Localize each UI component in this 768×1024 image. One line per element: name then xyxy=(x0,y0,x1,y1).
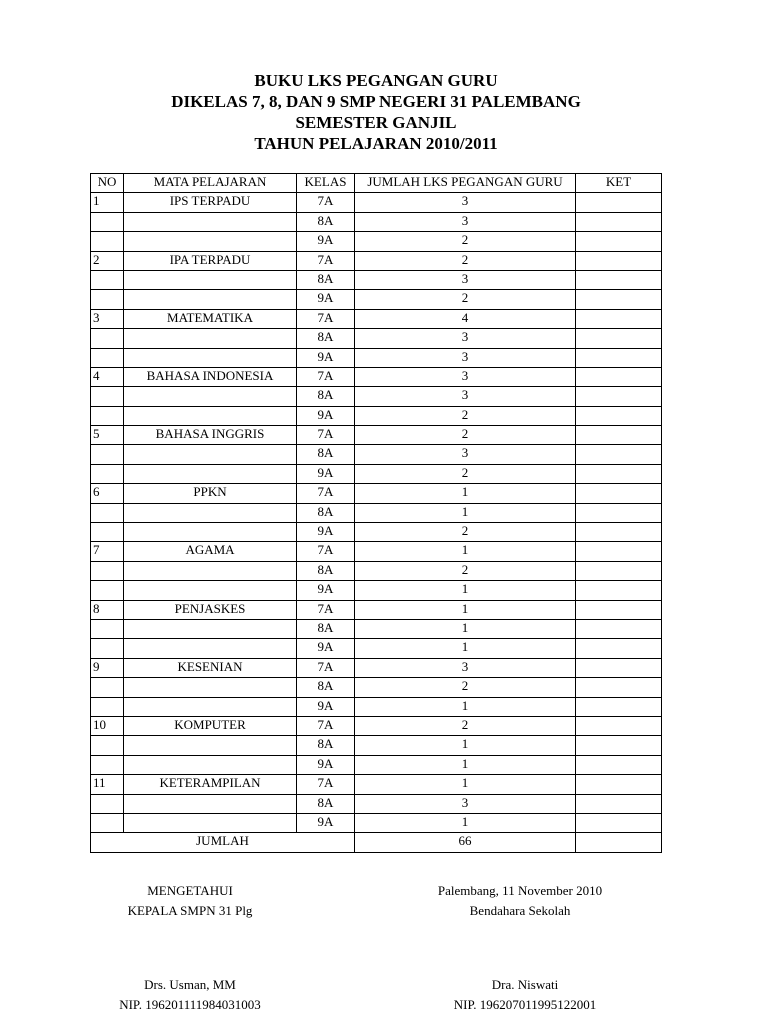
cell-jumlah: 3 xyxy=(355,445,576,464)
cell-jumlah: 3 xyxy=(355,367,576,386)
cell-kelas: 9A xyxy=(297,581,355,600)
cell-jumlah: 4 xyxy=(355,309,576,328)
cell-no xyxy=(91,348,124,367)
table-row xyxy=(91,581,662,600)
cell-mata-pelajaran xyxy=(124,678,297,697)
cell-no xyxy=(91,794,124,813)
cell-mata-pelajaran xyxy=(124,561,297,580)
cell-no xyxy=(91,503,124,522)
cell-kelas: 9A xyxy=(297,232,355,251)
cell-mata-pelajaran xyxy=(124,232,297,251)
cell-kelas: 7A xyxy=(297,193,355,212)
cell-kelas: 8A xyxy=(297,329,355,348)
document-title xyxy=(0,70,752,154)
cell-jumlah: 3 xyxy=(355,270,576,289)
cell-kelas: 8A xyxy=(297,561,355,580)
cell-jumlah: 1 xyxy=(355,697,576,716)
table-row xyxy=(91,445,662,464)
lks-table xyxy=(90,173,662,853)
sig-right-nip: NIP. 196207011995122001 xyxy=(453,997,597,1012)
cell-jumlah: 2 xyxy=(355,678,576,697)
cell-jumlah: 2 xyxy=(355,290,576,309)
table-row xyxy=(91,348,662,367)
cell-no xyxy=(91,212,124,231)
cell-mata-pelajaran xyxy=(124,329,297,348)
cell-no: 2 xyxy=(91,251,124,270)
cell-no xyxy=(91,406,124,425)
cell-ket xyxy=(576,387,662,406)
cell-mata-pelajaran: KETERAMPILAN xyxy=(124,775,297,794)
cell-kelas: 8A xyxy=(297,794,355,813)
cell-jumlah: 1 xyxy=(355,542,576,561)
cell-mata-pelajaran xyxy=(124,212,297,231)
cell-mata-pelajaran: KOMPUTER xyxy=(124,716,297,735)
sig-left-name: Drs. Usman, MM xyxy=(144,977,236,992)
cell-no xyxy=(91,232,124,251)
cell-no xyxy=(91,445,124,464)
cell-mata-pelajaran xyxy=(124,445,297,464)
cell-no: 4 xyxy=(91,367,124,386)
table-row xyxy=(91,329,662,348)
title-line-3: SEMESTER GANJIL xyxy=(295,113,457,132)
cell-kelas: 8A xyxy=(297,270,355,289)
cell-mata-pelajaran xyxy=(124,619,297,638)
cell-mata-pelajaran xyxy=(124,406,297,425)
cell-no: 8 xyxy=(91,600,124,619)
cell-kelas: 9A xyxy=(297,464,355,483)
cell-ket xyxy=(576,251,662,270)
signature-left-name xyxy=(80,975,300,1015)
cell-kelas: 9A xyxy=(297,639,355,658)
cell-kelas: 8A xyxy=(297,445,355,464)
cell-kelas: 8A xyxy=(297,619,355,638)
cell-kelas: 7A xyxy=(297,309,355,328)
table-row xyxy=(91,193,662,212)
sig-left-line2: KEPALA SMPN 31 Plg xyxy=(127,903,253,918)
cell-ket xyxy=(576,697,662,716)
cell-ket xyxy=(576,290,662,309)
cell-no xyxy=(91,561,124,580)
table-header-row xyxy=(91,174,662,193)
title-line-4: TAHUN PELAJARAN 2010/2011 xyxy=(254,134,498,153)
table-row xyxy=(91,813,662,832)
table-row xyxy=(91,775,662,794)
col-header-kelas: KELAS xyxy=(297,174,355,193)
cell-mata-pelajaran: IPA TERPADU xyxy=(124,251,297,270)
table-row xyxy=(91,367,662,386)
cell-no xyxy=(91,329,124,348)
table-row xyxy=(91,232,662,251)
cell-no xyxy=(91,523,124,542)
cell-no xyxy=(91,755,124,774)
cell-jumlah: 3 xyxy=(355,193,576,212)
cell-mata-pelajaran xyxy=(124,639,297,658)
cell-mata-pelajaran: MATEMATIKA xyxy=(124,309,297,328)
table-row xyxy=(91,484,662,503)
cell-kelas: 7A xyxy=(297,600,355,619)
cell-mata-pelajaran xyxy=(124,387,297,406)
cell-no: 1 xyxy=(91,193,124,212)
cell-mata-pelajaran xyxy=(124,755,297,774)
cell-jumlah: 2 xyxy=(355,716,576,735)
cell-jumlah: 2 xyxy=(355,251,576,270)
table-row xyxy=(91,542,662,561)
cell-jumlah: 1 xyxy=(355,813,576,832)
cell-kelas: 7A xyxy=(297,658,355,677)
cell-mata-pelajaran xyxy=(124,270,297,289)
col-header-no: NO xyxy=(91,174,124,193)
col-header-mata-pelajaran: MATA PELAJARAN xyxy=(124,174,297,193)
cell-jumlah: 3 xyxy=(355,212,576,231)
sig-right-name: Dra. Niswati xyxy=(491,977,559,992)
cell-ket xyxy=(576,464,662,483)
cell-no xyxy=(91,697,124,716)
cell-kelas: 9A xyxy=(297,697,355,716)
table-row xyxy=(91,387,662,406)
cell-jumlah: 2 xyxy=(355,464,576,483)
cell-kelas: 9A xyxy=(297,406,355,425)
cell-ket xyxy=(576,212,662,231)
cell-kelas: 7A xyxy=(297,426,355,445)
table-row xyxy=(91,697,662,716)
cell-mata-pelajaran xyxy=(124,736,297,755)
cell-mata-pelajaran xyxy=(124,794,297,813)
table-row xyxy=(91,639,662,658)
cell-mata-pelajaran: PENJASKES xyxy=(124,600,297,619)
cell-no xyxy=(91,678,124,697)
cell-kelas: 8A xyxy=(297,212,355,231)
cell-mata-pelajaran: IPS TERPADU xyxy=(124,193,297,212)
cell-no: 5 xyxy=(91,426,124,445)
cell-kelas: 7A xyxy=(297,775,355,794)
cell-no: 10 xyxy=(91,716,124,735)
total-row xyxy=(91,833,662,852)
cell-mata-pelajaran: KESENIAN xyxy=(124,658,297,677)
cell-ket xyxy=(576,484,662,503)
cell-ket xyxy=(576,426,662,445)
cell-ket xyxy=(576,755,662,774)
cell-jumlah: 2 xyxy=(355,523,576,542)
cell-ket xyxy=(576,794,662,813)
cell-ket xyxy=(576,639,662,658)
cell-kelas: 8A xyxy=(297,387,355,406)
table-row xyxy=(91,600,662,619)
cell-jumlah: 2 xyxy=(355,232,576,251)
cell-kelas: 7A xyxy=(297,716,355,735)
table-row xyxy=(91,251,662,270)
col-header-jumlah: JUMLAH LKS PEGANGAN GURU xyxy=(355,174,576,193)
cell-jumlah: 3 xyxy=(355,794,576,813)
total-label: JUMLAH xyxy=(91,833,355,852)
cell-ket xyxy=(576,716,662,735)
table-row xyxy=(91,678,662,697)
table-row xyxy=(91,426,662,445)
cell-mata-pelajaran xyxy=(124,697,297,716)
cell-ket xyxy=(576,736,662,755)
cell-jumlah: 3 xyxy=(355,348,576,367)
table-row xyxy=(91,716,662,735)
cell-mata-pelajaran: AGAMA xyxy=(124,542,297,561)
table-row xyxy=(91,464,662,483)
cell-no xyxy=(91,813,124,832)
table-row xyxy=(91,794,662,813)
cell-kelas: 8A xyxy=(297,503,355,522)
cell-mata-pelajaran xyxy=(124,503,297,522)
cell-mata-pelajaran: PPKN xyxy=(124,484,297,503)
cell-mata-pelajaran xyxy=(124,290,297,309)
cell-jumlah: 3 xyxy=(355,329,576,348)
cell-jumlah: 1 xyxy=(355,503,576,522)
table-row xyxy=(91,658,662,677)
cell-no xyxy=(91,464,124,483)
cell-no xyxy=(91,290,124,309)
table-row xyxy=(91,503,662,522)
cell-ket xyxy=(576,329,662,348)
cell-mata-pelajaran xyxy=(124,813,297,832)
cell-ket xyxy=(576,367,662,386)
cell-jumlah: 2 xyxy=(355,561,576,580)
cell-no: 11 xyxy=(91,775,124,794)
sig-left-nip: NIP. 196201111984031003 xyxy=(119,997,261,1012)
title-line-2: DIKELAS 7, 8, DAN 9 SMP NEGERI 31 PALEMBANG xyxy=(171,92,581,111)
cell-jumlah: 1 xyxy=(355,600,576,619)
cell-ket xyxy=(576,523,662,542)
table-body xyxy=(91,193,662,833)
cell-jumlah: 1 xyxy=(355,639,576,658)
cell-jumlah: 3 xyxy=(355,658,576,677)
signature-right-heading xyxy=(420,881,620,921)
table-row xyxy=(91,406,662,425)
cell-jumlah: 1 xyxy=(355,736,576,755)
cell-ket xyxy=(576,678,662,697)
cell-jumlah: 1 xyxy=(355,755,576,774)
cell-no xyxy=(91,619,124,638)
cell-ket xyxy=(576,775,662,794)
cell-no: 9 xyxy=(91,658,124,677)
cell-ket xyxy=(576,193,662,212)
cell-mata-pelajaran: BAHASA INDONESIA xyxy=(124,367,297,386)
cell-jumlah: 1 xyxy=(355,775,576,794)
cell-ket xyxy=(576,658,662,677)
cell-ket xyxy=(576,270,662,289)
cell-jumlah: 3 xyxy=(355,387,576,406)
sig-right-line1: Palembang, 11 November 2010 xyxy=(437,883,603,898)
cell-jumlah: 1 xyxy=(355,484,576,503)
cell-jumlah: 2 xyxy=(355,426,576,445)
cell-no xyxy=(91,581,124,600)
cell-kelas: 9A xyxy=(297,755,355,774)
cell-ket xyxy=(576,561,662,580)
signature-left-heading xyxy=(90,881,290,921)
cell-ket xyxy=(576,600,662,619)
cell-kelas: 8A xyxy=(297,736,355,755)
cell-ket xyxy=(576,309,662,328)
cell-kelas: 9A xyxy=(297,348,355,367)
cell-kelas: 8A xyxy=(297,678,355,697)
table-row xyxy=(91,755,662,774)
sig-right-line2: Bendahara Sekolah xyxy=(469,903,571,918)
cell-mata-pelajaran xyxy=(124,464,297,483)
cell-ket xyxy=(576,619,662,638)
cell-mata-pelajaran xyxy=(124,581,297,600)
cell-jumlah: 2 xyxy=(355,406,576,425)
table-row xyxy=(91,309,662,328)
cell-mata-pelajaran xyxy=(124,348,297,367)
cell-ket xyxy=(576,232,662,251)
table-row xyxy=(91,523,662,542)
cell-ket xyxy=(576,813,662,832)
cell-no xyxy=(91,639,124,658)
cell-ket xyxy=(576,503,662,522)
cell-kelas: 9A xyxy=(297,290,355,309)
table-row xyxy=(91,561,662,580)
cell-kelas: 7A xyxy=(297,484,355,503)
cell-no xyxy=(91,736,124,755)
cell-no: 6 xyxy=(91,484,124,503)
table-row xyxy=(91,736,662,755)
table-row xyxy=(91,619,662,638)
total-ket xyxy=(576,833,662,852)
col-header-ket: KET xyxy=(576,174,662,193)
cell-mata-pelajaran xyxy=(124,523,297,542)
cell-ket xyxy=(576,581,662,600)
sig-left-line1: MENGETAHUI xyxy=(147,883,233,898)
cell-kelas: 9A xyxy=(297,523,355,542)
cell-no: 7 xyxy=(91,542,124,561)
cell-no: 3 xyxy=(91,309,124,328)
total-value: 66 xyxy=(355,833,576,852)
table-row xyxy=(91,290,662,309)
signature-right-name xyxy=(410,975,640,1015)
cell-jumlah: 1 xyxy=(355,619,576,638)
table-row xyxy=(91,212,662,231)
cell-no xyxy=(91,270,124,289)
cell-kelas: 7A xyxy=(297,251,355,270)
cell-ket xyxy=(576,348,662,367)
cell-ket xyxy=(576,445,662,464)
cell-no xyxy=(91,387,124,406)
cell-kelas: 7A xyxy=(297,367,355,386)
table-row xyxy=(91,270,662,289)
cell-ket xyxy=(576,542,662,561)
cell-mata-pelajaran: BAHASA INGGRIS xyxy=(124,426,297,445)
cell-kelas: 9A xyxy=(297,813,355,832)
cell-jumlah: 1 xyxy=(355,581,576,600)
title-line-1: BUKU LKS PEGANGAN GURU xyxy=(254,71,498,90)
cell-ket xyxy=(576,406,662,425)
cell-kelas: 7A xyxy=(297,542,355,561)
